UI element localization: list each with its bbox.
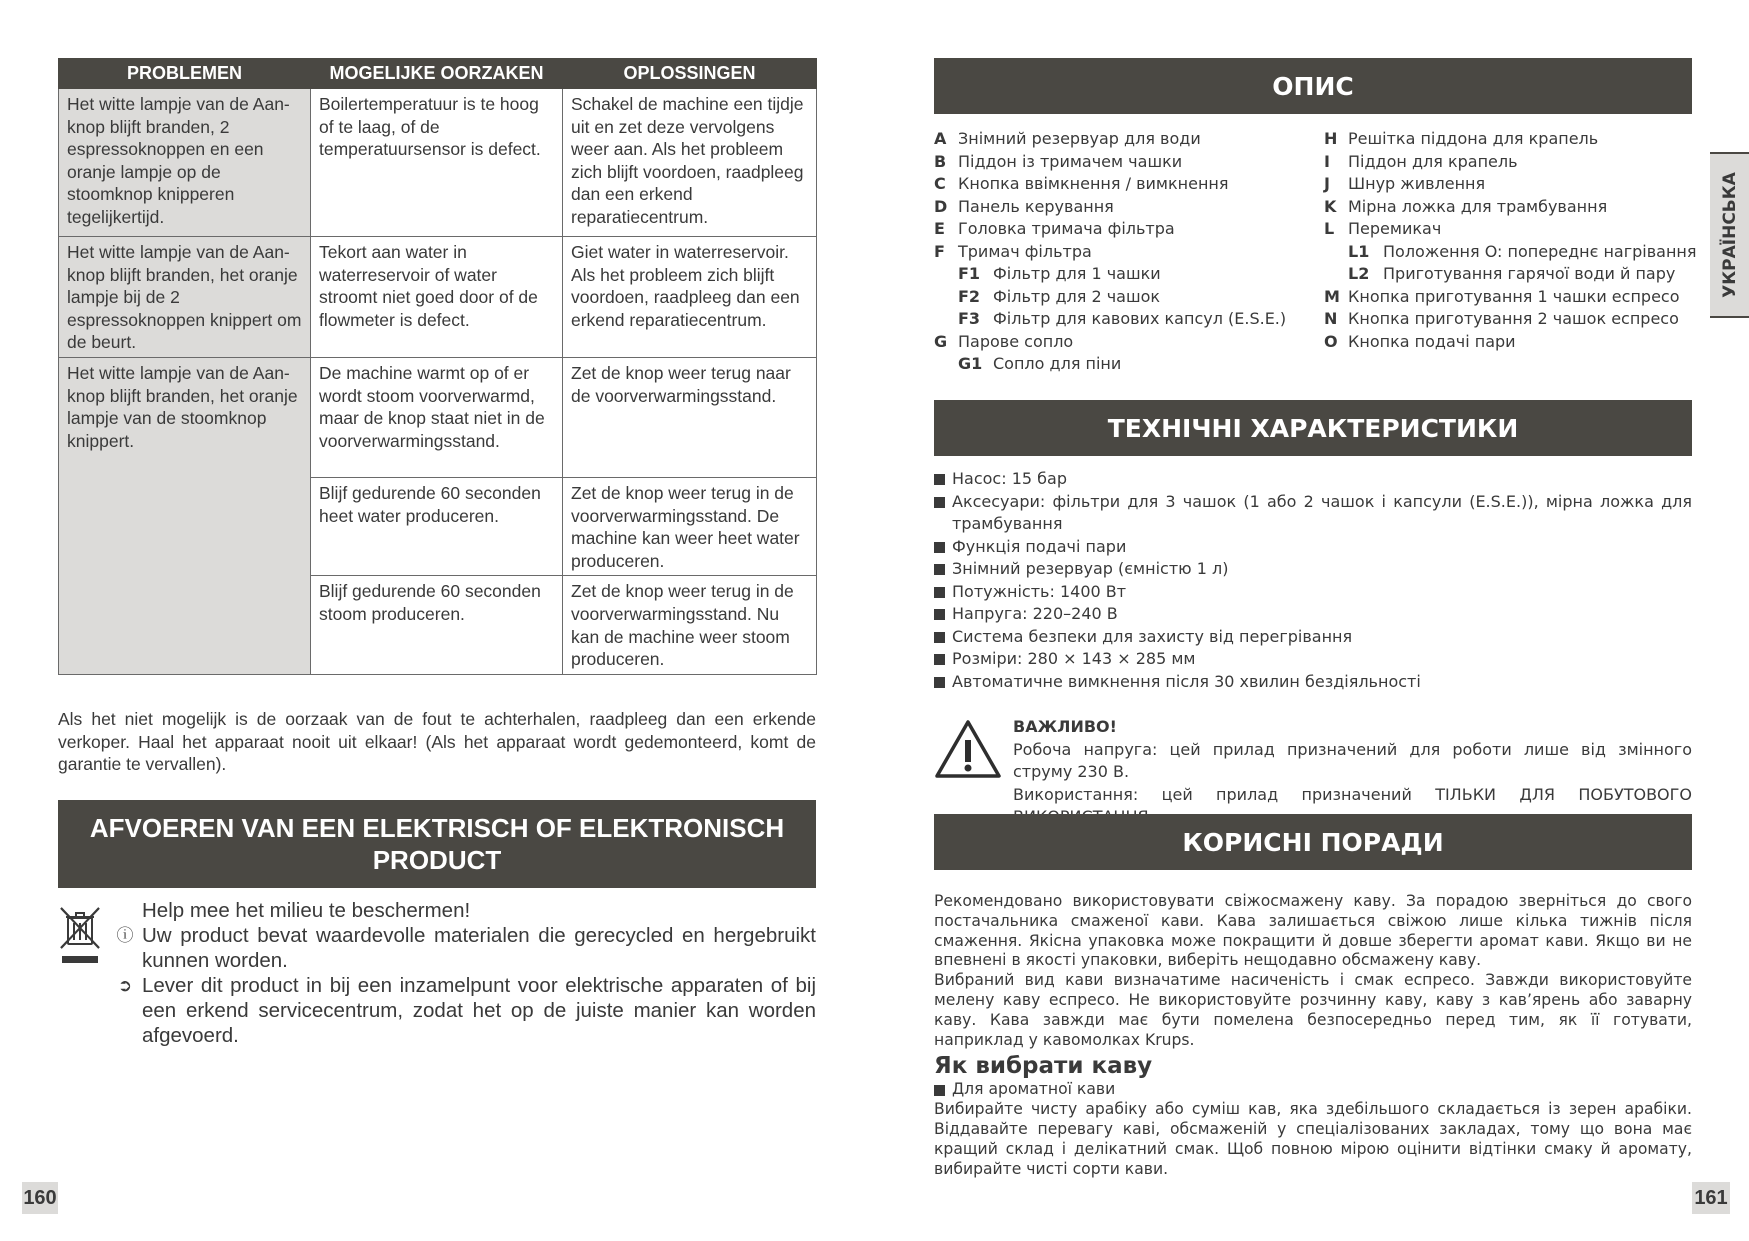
- cause-cell: De machine warmt op of er wordt stoom voorverwarmd, maar de knop staat niet in de voorverwarmingsstand.: [311, 357, 563, 477]
- square-bullet-icon: [934, 654, 945, 665]
- item-key: G: [934, 331, 948, 351]
- tips-heading: [934, 814, 1692, 870]
- item-key: H: [1324, 129, 1338, 148]
- table-header-row: [59, 59, 817, 89]
- list-subitem: [934, 308, 1314, 331]
- spec-text: Функція подачі пари: [952, 536, 1127, 556]
- specs-list: [934, 468, 1692, 693]
- square-bullet-icon: [934, 587, 945, 598]
- list-item-text: Uw product bevat waardevolle materialen die gerecycled en hergebruikt kunnen worden.: [142, 924, 816, 972]
- list-item: [1324, 151, 1692, 174]
- list-item: [934, 241, 1314, 264]
- list-item: [934, 151, 1314, 174]
- table-row: [59, 237, 817, 358]
- item-key: E: [934, 219, 945, 238]
- solution-cell: Zet de knop weer terug naar de voorverwarmingsstand.: [563, 357, 817, 477]
- list-item: [110, 923, 816, 973]
- item-text: Піддон із тримачем чашки: [958, 151, 1183, 171]
- item-text: Кнопка приготування 2 чашок еспресо: [1348, 309, 1679, 328]
- item-key: L: [1324, 219, 1335, 238]
- problem-cell: Het witte lampje van de Aan-knop blijft branden, 2 espressoknoppen en een oranje lampje op de stoomknop knipperen tegelijkertijd.: [59, 89, 311, 237]
- list-subitem: [1324, 263, 1692, 286]
- item-text: Мірна ложка для трамбування: [1348, 196, 1608, 216]
- item-text: Парове сопло: [958, 331, 1074, 351]
- item-key: L2: [1348, 264, 1370, 283]
- square-bullet-icon: [934, 677, 945, 688]
- list-item: [934, 626, 1692, 649]
- item-key: F3: [958, 309, 981, 328]
- cause-cell: Blijf gedurende 60 seconden stoom produceren.: [311, 576, 563, 674]
- square-bullet-icon: [934, 632, 945, 643]
- tips-paragraph: Рекомендовано використовувати свіжосмажену каву. За порадою зверніться до свого постачальника смаженої кави. Кава залишається свіжою лише кілька тижнів після смаження. Якісна упаковка може покращити й довше зберегти аромат кави. Якщо ви не впевнені в якості упаковки, виберіть нещодавно обсмажену каву.: [934, 892, 1692, 970]
- warranty-note: Als het niet mogelijk is de oorzaak van de fout te achterhalen, raadpleeg dan een erkende verkoper. Haal het apparaat nooit uit elkaar! (Als het apparaat wordt gedemonteerd, komt de garantie te vervallen).: [58, 709, 816, 775]
- arrow-icon: ➲: [117, 976, 133, 995]
- spec-text: Розміри: 280 × 143 × 285 мм: [952, 649, 1196, 668]
- item-text: Приготування гарячої води й пару: [1383, 264, 1676, 283]
- warning-triangle-icon: [934, 718, 1002, 780]
- disposal-list: [110, 898, 816, 1048]
- item-text: Шнур живлення: [1348, 174, 1486, 193]
- specs-title: ТЕХНІЧНІ ХАРАКТЕРИСТИКИ: [1107, 413, 1519, 443]
- square-bullet-icon: [934, 497, 945, 508]
- cause-cell: Blijf gedurende 60 seconden heet water produceren.: [311, 477, 563, 575]
- troubleshooting-table: [58, 58, 817, 675]
- table-row: [59, 89, 817, 237]
- problem-cell: Het witte lampje van de Aan-knop blijft branden, het oranje lampje bij de 2 espressoknoppen knippert om de beurt.: [59, 237, 311, 358]
- description-title: ОПИС: [1272, 71, 1354, 101]
- item-text: Знімний резервуар для води: [958, 129, 1201, 148]
- item-text: Фільтр для 2 чашок: [993, 286, 1161, 306]
- list-subitem: [1324, 241, 1697, 264]
- list-subitem: [934, 263, 1314, 286]
- list-item: [934, 603, 1692, 626]
- square-bullet-icon: [934, 1085, 945, 1096]
- header-causes: MOGELIJKE OORZAKEN: [311, 59, 563, 89]
- item-key: M: [1324, 286, 1340, 306]
- list-item: [934, 671, 1692, 694]
- page-number-left: 160: [22, 1182, 58, 1214]
- item-key: I: [1324, 151, 1330, 171]
- list-item-text: Help mee het milieu te beschermen!: [142, 899, 471, 922]
- item-key: L1: [1348, 241, 1370, 261]
- language-label: УКРАЇНСЬКА: [1719, 172, 1740, 298]
- list-item: [110, 898, 816, 923]
- item-key: F2: [958, 286, 981, 306]
- spec-text: Напруга: 220–240 В: [952, 604, 1118, 623]
- tips-title: КОРИСНІ ПОРАДИ: [1182, 827, 1444, 857]
- item-text: Кнопка подачі пари: [1348, 331, 1516, 351]
- item-text: Кнопка приготування 1 чашки еспресо: [1348, 286, 1680, 306]
- info-icon: ⓘ: [116, 926, 134, 945]
- item-text: Фільтр для кавових капсул (E.S.E.): [993, 309, 1287, 328]
- cause-cell: Tekort aan water in waterreservoir of water stroomt niet goed door of de flowmeter is defect.: [311, 237, 563, 358]
- weee-bin-icon: [58, 904, 102, 964]
- square-bullet-icon: [934, 609, 945, 620]
- item-text: Панель керування: [958, 196, 1114, 216]
- disposal-heading: [58, 800, 816, 888]
- tips-paragraph: Вибраний вид кави визначатиме насиченість і смак еспресо. Завжди використовуйте мелену каву еспресо. Не використовуйте розчинну каву, каву з кав’ярень або заварну каву. Кава завжди має бути помелена безпосередньо перед тим, як її готувати, наприклад у кавомолках Krups.: [934, 971, 1692, 1049]
- header-solutions: OPLOSSINGEN: [563, 59, 817, 89]
- square-bullet-icon: [934, 542, 945, 553]
- solution-cell: Zet de knop weer terug in de voorverwarmingsstand. Nu kan de machine weer stoom produceren.: [563, 576, 817, 674]
- item-key: C: [934, 174, 946, 193]
- item-text: Головка тримача фільтра: [958, 219, 1175, 238]
- item-key: O: [1324, 331, 1338, 351]
- spec-text: Знімний резервуар (ємністю 1 л): [952, 559, 1229, 578]
- warning-usage: Використання: цей прилад призначений ТІЛЬКИ ДЛЯ ПОБУТОВОГО: [1013, 784, 1692, 804]
- disposal-title: AFVOEREN VAN EEN ELEKTRISCH OF ELEKTRONISCH PRODUCT: [89, 813, 785, 875]
- list-item: [1324, 286, 1692, 309]
- item-text: Сопло для піни: [993, 354, 1122, 373]
- warning-title: ВАЖЛИВО!: [1013, 717, 1117, 736]
- item-text: Кнопка ввімкнення / вимкнення: [958, 174, 1229, 193]
- list-item: [1324, 331, 1692, 354]
- list-subitem: [934, 286, 1314, 309]
- list-item: [1324, 173, 1692, 196]
- cause-cell: Boilertemperatuur is te hoog of te laag, of de temperatuursensor is defect.: [311, 89, 563, 237]
- list-item: [934, 581, 1692, 604]
- solution-cell: Giet water in waterreservoir. Als het probleem zich blijft voordoen, raadpleeg dan een erkend reparatiecentrum.: [563, 237, 817, 358]
- list-item: [1324, 128, 1692, 151]
- item-key: D: [934, 196, 948, 216]
- tips-paragraph: Вибирайте чисту арабіку або суміш кав, яка здебільшого складається із зерен арабіки. Віддавайте перевагу каві, обсмаженій у спеціалізованих закладах, тому що вона має кращий склад і делікатний смак. Щоб повною мірою оцінити відтінки смаку й аромату, вибирайте чисті сорти кави.: [934, 1100, 1692, 1178]
- item-text: Фільтр для 1 чашки: [993, 264, 1161, 283]
- spec-text: Система безпеки для захисту від перегрівання: [952, 626, 1353, 646]
- spec-text: Автоматичне вимкнення після 30 хвилин бездіяльності: [952, 671, 1421, 691]
- item-text: Перемикач: [1348, 219, 1442, 238]
- list-item: [934, 173, 1314, 196]
- list-item: [934, 1080, 1692, 1100]
- spec-text: Насос: 15 бар: [952, 469, 1067, 488]
- item-key: B: [934, 151, 947, 171]
- item-key: N: [1324, 309, 1338, 328]
- item-text: Тримач фільтра: [958, 241, 1092, 261]
- description-heading: [934, 58, 1692, 114]
- item-key: G1: [958, 354, 983, 373]
- list-item: [934, 491, 1692, 536]
- list-item-text: Lever dit product in bij een inzamelpunt voor elektrische apparaten of bij een erkend servicecentrum, zodat het op de juiste manier kan worden afgevoerd.: [142, 974, 816, 1047]
- list-item: [934, 128, 1314, 151]
- item-key: A: [934, 129, 947, 148]
- list-subitem: [934, 353, 1314, 376]
- solution-cell: Schakel de machine een tijdje uit en zet deze vervolgens weer aan. Als het probleem zich blijft voordoen, raadpleeg dan een erkend reparatiecentrum.: [563, 89, 817, 237]
- specs-heading: [934, 400, 1692, 456]
- item-text: Піддон для крапель: [1348, 151, 1518, 171]
- list-item: [934, 558, 1692, 581]
- description-list-col1: [934, 128, 1314, 376]
- list-item: [110, 973, 816, 1048]
- problem-cell: Het witte lampje van de Aan-knop blijft branden, het oranje lampje van de stoomknop knippert.: [59, 357, 311, 674]
- list-item: [934, 218, 1314, 241]
- table-row: [59, 357, 817, 477]
- list-item: [934, 331, 1314, 354]
- tips-bullet-text: Для ароматної кави: [952, 1080, 1116, 1099]
- warning-voltage: Робоча напруга: цей прилад призначений для роботи лише від змінного струму 230 В.: [1013, 739, 1692, 781]
- square-bullet-icon: [934, 474, 945, 485]
- item-key: F: [934, 241, 945, 261]
- item-key: F1: [958, 264, 981, 283]
- solution-cell: Zet de knop weer terug in de voorverwarmingsstand. De machine kan weer heet water produceren.: [563, 477, 817, 575]
- language-side-tab: [1710, 152, 1749, 318]
- list-item: [934, 468, 1692, 491]
- page-number-right: 161: [1692, 1182, 1730, 1214]
- list-item: [1324, 218, 1692, 241]
- item-text: Решітка піддона для крапель: [1348, 129, 1599, 148]
- square-bullet-icon: [934, 564, 945, 575]
- header-problems: PROBLEMEN: [59, 59, 311, 89]
- item-key: K: [1324, 196, 1337, 216]
- tips-body: [934, 892, 1692, 1179]
- list-item: [934, 648, 1692, 671]
- description-list-col2: [1324, 128, 1697, 353]
- item-text: Положення O: попереднє нагрівання: [1383, 241, 1697, 261]
- spec-text: Потужність: 1400 Вт: [952, 581, 1127, 601]
- list-item: [1324, 308, 1692, 331]
- item-key: J: [1324, 174, 1330, 193]
- list-item: [1324, 196, 1692, 219]
- spec-text: Аксесуари: фільтри для 3 чашок (1 або 2 чашок і капсули (E.S.E.)), мірна ложка для трамбування: [952, 491, 1692, 533]
- list-item: [934, 536, 1692, 559]
- warning-block: [1013, 716, 1692, 829]
- tips-subheading: Як вибрати каву: [934, 1053, 1153, 1080]
- list-item: [934, 196, 1314, 219]
